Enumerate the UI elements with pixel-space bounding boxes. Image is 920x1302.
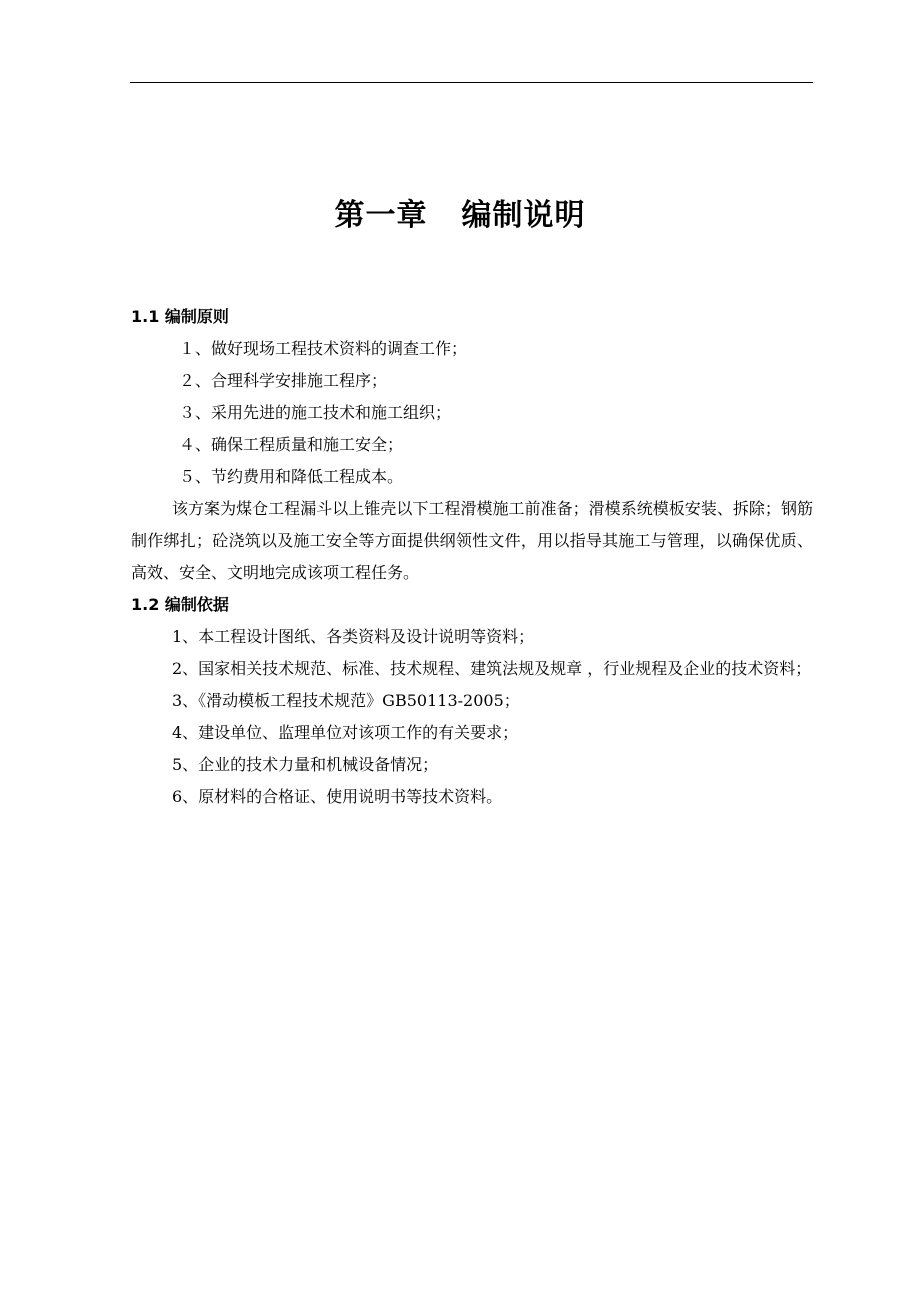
principles-paragraph: 该方案为煤仓工程漏斗以上锥壳以下工程滑模施工前准备；滑模系统模板安装、拆除；钢筋制作绑扎；砼浇筑以及施工安全等方面提供纲领性文件，用以指导其施工与管理，以确保优质、高效、安全、文明地完成该项工程任务。 [131,499,813,582]
chapter-content [131,301,813,813]
basis-item: 5、企业的技术力量和机械设备情况； [172,755,439,774]
chapter-number: 第一章 [334,198,428,233]
section-heading-principles: 1.1 编制原则 [131,307,229,326]
basis-item: 3、《滑动模板工程技术规范》GB50113-2005； [172,691,520,710]
header-rule [130,82,813,83]
chapter-title [0,193,920,239]
basis-item: 1、本工程设计图纸、各类资料及设计说明等资料； [172,627,535,646]
principle-item: ４、确保工程质量和施工安全； [179,435,404,454]
basis-item: 6、原材料的合格证、使用说明书等技术资料。 [172,787,503,806]
principle-item: １、做好现场工程技术资料的调查工作； [179,339,468,358]
chapter-name: 编制说明 [461,198,586,233]
principle-item: ３、采用先进的施工技术和施工组织； [179,403,452,422]
basis-item: 4、建设单位、监理单位对该项工作的有关要求； [172,723,519,742]
basis-item: 2、国家相关技术规范、标准、技术规程、建筑法规及规章 ，行业规程及企业的技术资料； [172,659,812,678]
principle-item: ５、节约费用和降低工程成本。 [179,467,404,486]
principle-item: ２、合理科学安排施工程序； [179,371,388,390]
section-heading-basis: 1.2 编制依据 [131,595,229,614]
